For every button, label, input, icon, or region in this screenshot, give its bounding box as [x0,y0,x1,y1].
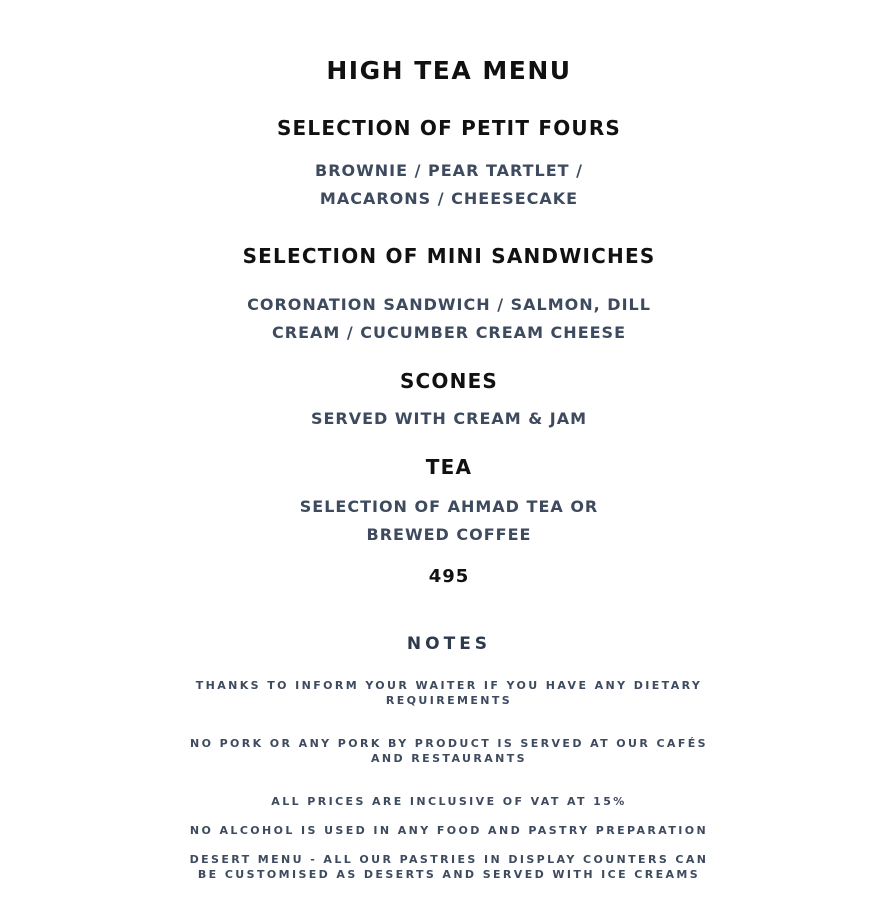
section-items-tea [0,493,873,549]
section-items-scones [0,405,873,433]
note-no-alcohol [0,824,873,839]
note-dietary [0,679,873,708]
note-line: BE CUSTOMISED AS DESERTS AND SERVED WITH ICE CREAMS [197,867,701,881]
note-line: THANKS TO INFORM YOUR WAITER IF YOU HAVE ANY DIETARY [195,679,703,692]
menu-item-line: SERVED WITH CREAM & JAM [310,409,588,428]
note-line: NO ALCOHOL IS USED IN ANY FOOD AND PASTRY PREPARATION [189,824,709,837]
note-line: AND RESTAURANTS [371,751,527,765]
section-items-mini-sandwiches [0,291,873,347]
note-line: ALL PRICES ARE INCLUSIVE OF VAT AT 15% [271,795,627,808]
note-no-pork [0,737,873,766]
note-line: NO PORK OR ANY PORK BY PRODUCT IS SERVED AT OUR CAFÉS [189,737,708,750]
notes-title: NOTES [406,634,492,654]
section-title-petit-fours: SELECTION OF PETIT FOURS [276,116,622,140]
note-vat [0,795,873,810]
section-items-petit-fours [0,157,873,213]
section-title-tea: TEA [425,455,473,479]
menu-title: HIGH TEA MENU [326,56,572,85]
menu-item-line: SELECTION OF AHMAD TEA OR [299,497,599,516]
menu-item-line: BROWNIE / PEAR TARTLET / [315,161,583,180]
section-title-mini-sandwiches: SELECTION OF MINI SANDWICHES [242,244,656,268]
note-line: DESERT MENU - ALL OUR PASTRIES IN DISPLAY COUNTERS CAN [189,853,709,866]
menu-item-line: CORONATION SANDWICH / SALMON, DILL [247,295,651,314]
menu-item-line: MACARONS / CHEESECAKE [319,189,579,208]
note-line: REQUIREMENTS [385,693,513,707]
menu-item-line: BREWED COFFEE [366,525,532,544]
section-title-scones: SCONES [399,369,499,393]
menu-price: 495 [428,566,470,587]
note-desert-menu [0,853,873,882]
menu-item-line: CREAM / CUCUMBER CREAM CHEESE [272,323,626,342]
